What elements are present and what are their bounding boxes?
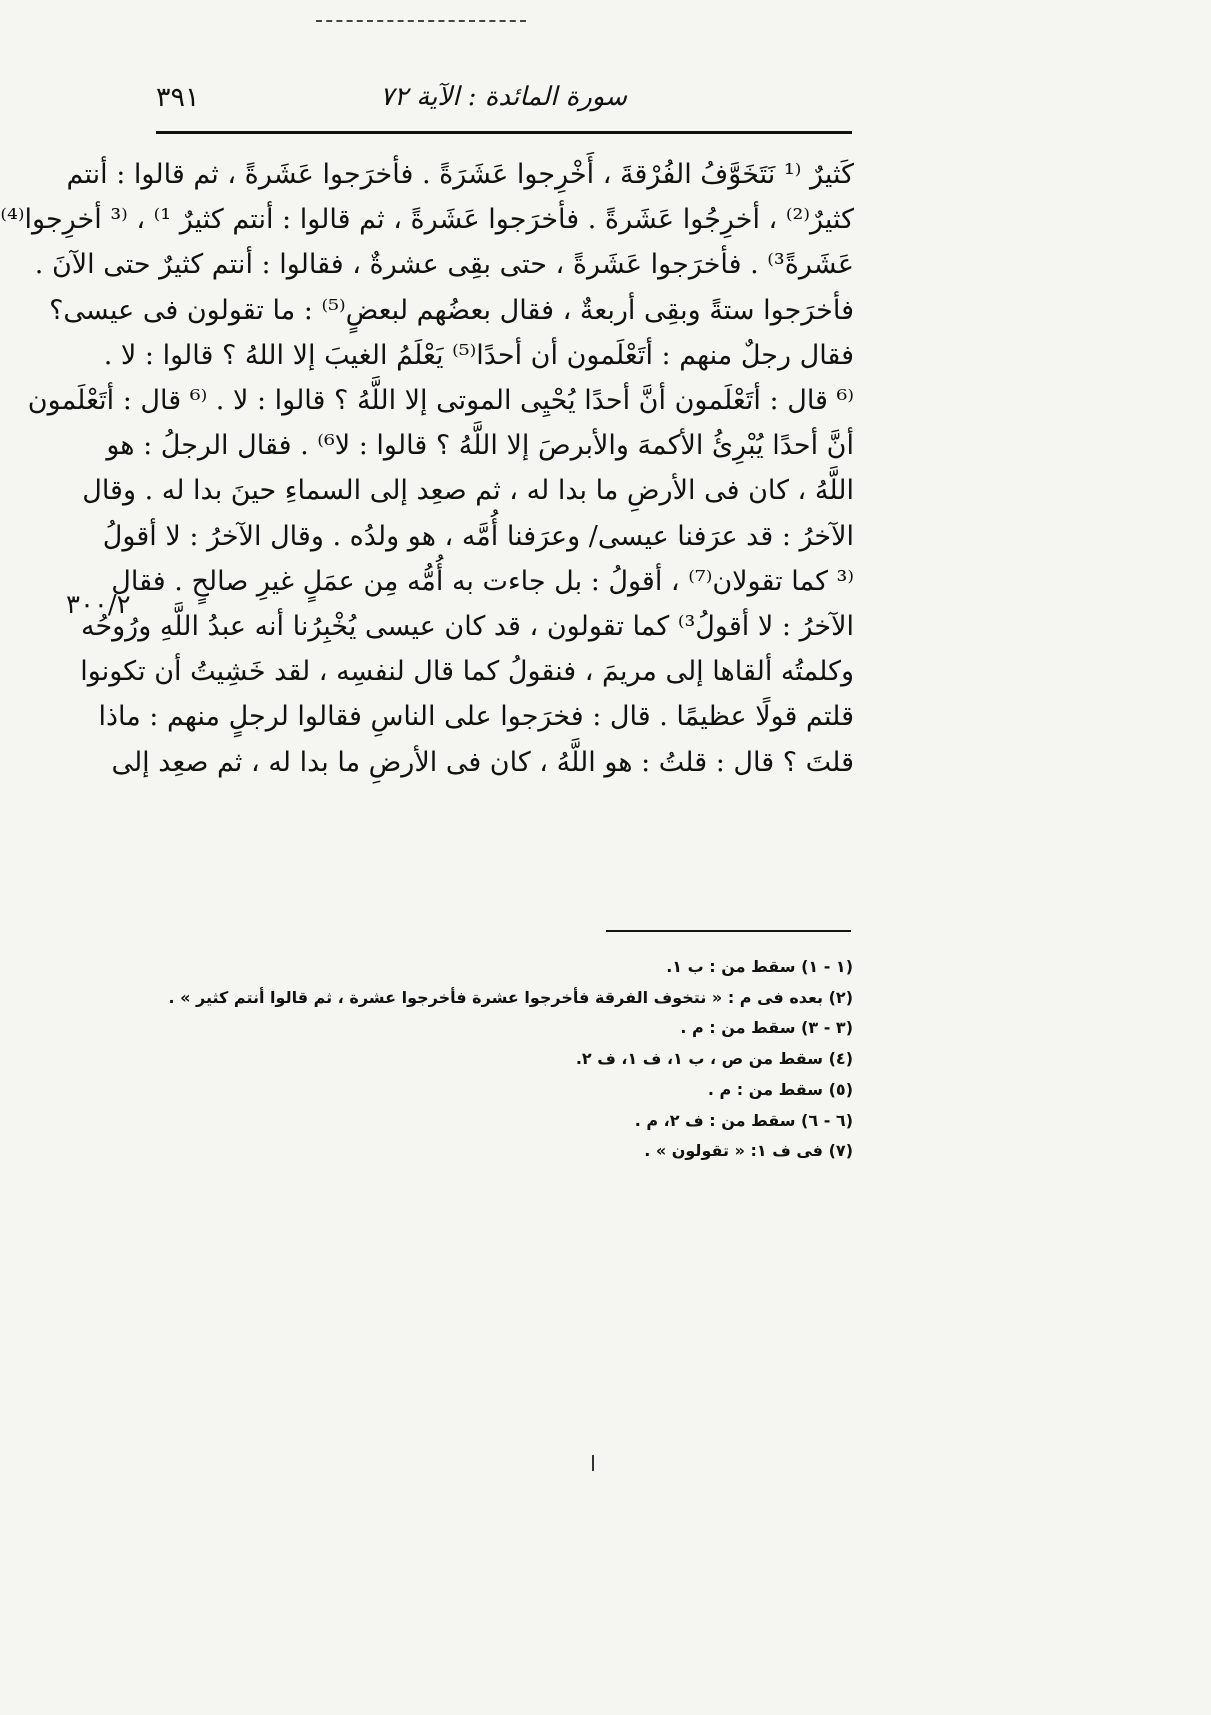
- text-line: فأخرَجوا ستةً وبقِى أربعةٌ ، فقال بعضُهم لبعضٍ⁽⁵⁾ : ما تقولون فى عيسى؟: [49, 294, 854, 326]
- header-rule: [156, 131, 852, 134]
- text-line: قلتَ ؟ قال : قلتُ : هو اللَّهُ ، كان فى الأرضِ ما بدا له ، ثم صعِد إلى: [111, 746, 854, 778]
- page-number: ٣٩١: [156, 82, 200, 113]
- footnote: (٤) سقط من ص ، ب ١، ف ١، ف ٢.: [575, 1049, 853, 1069]
- footnote-rule: [606, 930, 851, 932]
- text-line: كَثيرٌ ⁽¹ نَتَخَوَّفُ الفُرْقةَ ، أَخْرِجوا عَشَرَةً . فأخرَجوا عَشَرةً ، ثم قالوا : أنتم: [66, 159, 854, 190]
- text-line: كثيرٌ⁽²⁾ ، أخرِجُوا عَشَرةً . فأخرَجوا عَشَرةً ، ثم قالوا : أنتم كثيرٌ ¹⁾ ، ⁽³ أخرِجوا⁽⁴⁾: [0, 204, 854, 236]
- text-line: ⁽⁶ قال : أتَعْلَمون أنَّ أحدًا يُحْيِى الموتى إلا اللَّهُ ؟ قالوا : لا . ⁽⁶ قال : أتَعْلَمون: [27, 385, 854, 417]
- footnote: (١ - ١) سقط من : ب ١.: [666, 957, 853, 976]
- footnote: (٢) بعده فى م : « نتخوف الفرقة فأخرجوا عشرة فأخرجوا عشرة ، ثم قالوا أنتم كثير » .: [168, 987, 853, 1007]
- footnote: (٣ - ٣) سقط من : م .: [680, 1018, 853, 1038]
- text-line: أنَّ أحدًا يُبْرِئُ الأكمهَ والأبرصَ إلا اللَّهُ ؟ قالوا : لا⁶⁾ . فقال الرجلُ : هو: [106, 430, 854, 462]
- scan-artifact: [316, 20, 526, 22]
- text-line: فقال رجلٌ منهم : أتَعْلَمون أن أحدًا⁽⁵⁾ يَعْلَمُ الغيبَ إلا اللهُ ؟ قالوا : لا .: [103, 339, 854, 371]
- page-header: [156, 82, 851, 130]
- footnote: (٦ - ٦) سقط من : ف ٢، م .: [634, 1110, 853, 1130]
- text-line: اللَّهُ ، كان فى الأرضِ ما بدا له ، ثم صعِد إلى السماءِ حينَ بدا له . وقال: [82, 475, 854, 507]
- footnotes: [153, 952, 853, 1167]
- text-line: عَشَرةً³⁾ . فأخرَجوا عَشَرةً ، حتى بقِى عشرةٌ ، فقالوا : أنتم كثيرٌ حتى الآنَ .: [34, 249, 854, 281]
- text-line: الآخرُ : قد عرَفنا عيسى/ وعرَفنا أُمَّه ، هو ولدُه . وقال الآخرُ : لا أقولُ: [102, 520, 854, 552]
- text-line: ⁽³ كما تقولان⁽⁷⁾ ، أقولُ : بل جاءت به أُمُّه مِن عمَلٍ غيرِ صالحٍ . فقال: [111, 565, 854, 597]
- margin-reference: ٣٠٠/٢: [66, 590, 131, 620]
- text-line: الآخرُ : لا أقولُ³⁾ كما تقولون ، قد كان عيسى يُخْبِرُنا أنه عبدُ اللَّهِ ورُوحُه: [80, 611, 854, 643]
- footnote: (٥) سقط من : م .: [707, 1079, 853, 1099]
- text-line: وكلمتُه ألقاها إلى مريمَ ، فنقولُ كما قال لنفسِه ، لقد خَشِيتُ أن تكونوا: [80, 656, 854, 688]
- running-title: سورة المائدة : الآية ٧٢: [380, 82, 627, 112]
- stray-mark: [592, 1455, 594, 1471]
- footnote: (٧) فى ف ١: « تقولون » .: [644, 1141, 853, 1161]
- text-line: قلتم قولًا عظيمًا . قال : فخرَجوا على الناسِ فقالوا لرجلٍ منهم : ماذا: [98, 701, 854, 733]
